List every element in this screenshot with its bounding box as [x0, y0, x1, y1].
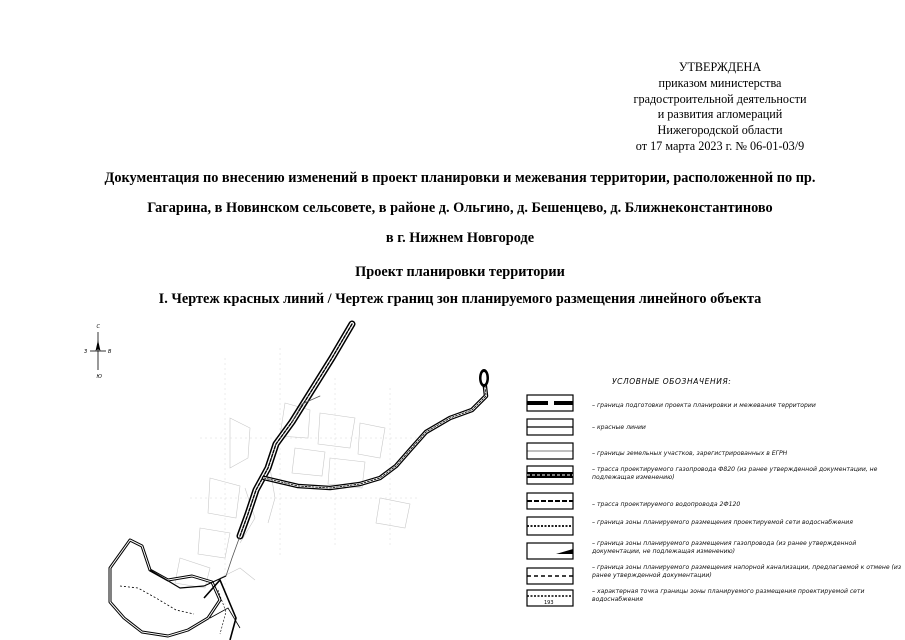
legend-item-land-plots [520, 440, 905, 462]
legend-text-characteristic-point: – характерная точка границы зоны планируемого размещения проектируемой сети водоснабжения [592, 588, 865, 603]
approval-ministry-line1: градостроительной деятельности [633, 91, 807, 106]
planning-boundary-symbol [526, 394, 574, 412]
legend-text-gas-zone: – граница зоны планируемого размещения газопровода (из ранее утвержденной документации, не подлежащая изменению) [592, 540, 857, 555]
legend-item-red-lines [520, 416, 905, 438]
planning-map [80, 318, 500, 640]
document-title-line2: Гагарина, в Новинском сельсовете, в районе д. Ольгино, д. Бешенцево, д. Ближнеконстантиново [147, 200, 773, 216]
legend-item-characteristic-point [520, 588, 905, 610]
map-background-contours [175, 403, 410, 588]
legend-text-land-plots: – границы земельных участков, зарегистрированных в ЕГРН [592, 450, 788, 457]
lower-right-area [204, 580, 240, 640]
map-drawing [80, 318, 500, 640]
gas-pipeline-zone-symbol [526, 542, 574, 560]
compass-south: Ю [96, 374, 102, 380]
water-pipeline-route-symbol [526, 492, 574, 510]
legend-text-water-zone: – граница зоны планируемого размещения проектируемой сети водоснабжения [592, 519, 853, 526]
approval-status: УТВЕРЖДЕНА [678, 60, 762, 74]
gas-pipeline-route-symbol [526, 465, 574, 485]
legend-item-gas-route [520, 464, 905, 488]
legend-text-water-route: – трасса проектируемого водопровода 2Ф120 [592, 501, 741, 508]
section-heading [40, 259, 880, 313]
pipeline-corridor [226, 324, 486, 576]
map-legend [520, 372, 905, 640]
map-background-grid [190, 348, 420, 618]
water-network-zone-symbol [526, 516, 574, 536]
lower-left-loop [110, 540, 226, 636]
characteristic-point-symbol [526, 589, 574, 607]
characteristic-point-label: 193 [544, 600, 554, 606]
legend-item-water-zone [520, 514, 905, 540]
legend-text-gas-route: – трасса проектируемого газопровода Ф820 (из ранее утвержденной документации, не подлежащая изменению) [592, 466, 878, 481]
legend-item-planning-boundary [520, 392, 905, 416]
land-plot-boundary-symbol [526, 442, 574, 460]
legend-text-planning-boundary: – граница подготовки проекта планировки и межевания территории [592, 402, 816, 409]
section-title: Проект планировки территории [355, 264, 565, 280]
red-line-symbol [526, 418, 574, 436]
legend-item-water-route [520, 490, 905, 512]
approval-block [600, 60, 840, 155]
approval-order: приказом министерства [658, 75, 782, 90]
approval-date-number: от 17 марта 2023 г. № 06-01-03/9 [635, 138, 805, 153]
approval-region: Нижегородской области [657, 123, 783, 138]
compass-east: В [108, 349, 112, 355]
legend-title: УСЛОВНЫЕ ОБОЗНАЧЕНИЯ: [612, 377, 732, 386]
compass-north: С [96, 324, 100, 330]
approval-ministry-line2: и развития агломераций [657, 107, 783, 122]
legend-text-red-lines: – красные линии [592, 424, 646, 431]
document-title [40, 163, 880, 253]
sewer-zone-symbol [526, 567, 574, 585]
section-subtitle: I. Чертеж красных линий / Чертеж границ зон планируемого размещения линейного объекта [158, 291, 762, 307]
document-title-line3: в г. Нижнем Новгороде [385, 230, 535, 246]
legend-text-sewer-zone: – граница зоны планируемого размещения напорной канализации, предлагаемой к отмене (из ранее утвержденной документации) [592, 564, 902, 579]
document-title-line1: Документация по внесению изменений в проект планировки и межевания территории, расположенной по пр. [104, 170, 816, 186]
legend-item-gas-zone [520, 540, 905, 564]
legend-item-sewer-zone [520, 564, 905, 588]
compass-west: З [84, 349, 88, 355]
compass-rose [84, 324, 112, 380]
